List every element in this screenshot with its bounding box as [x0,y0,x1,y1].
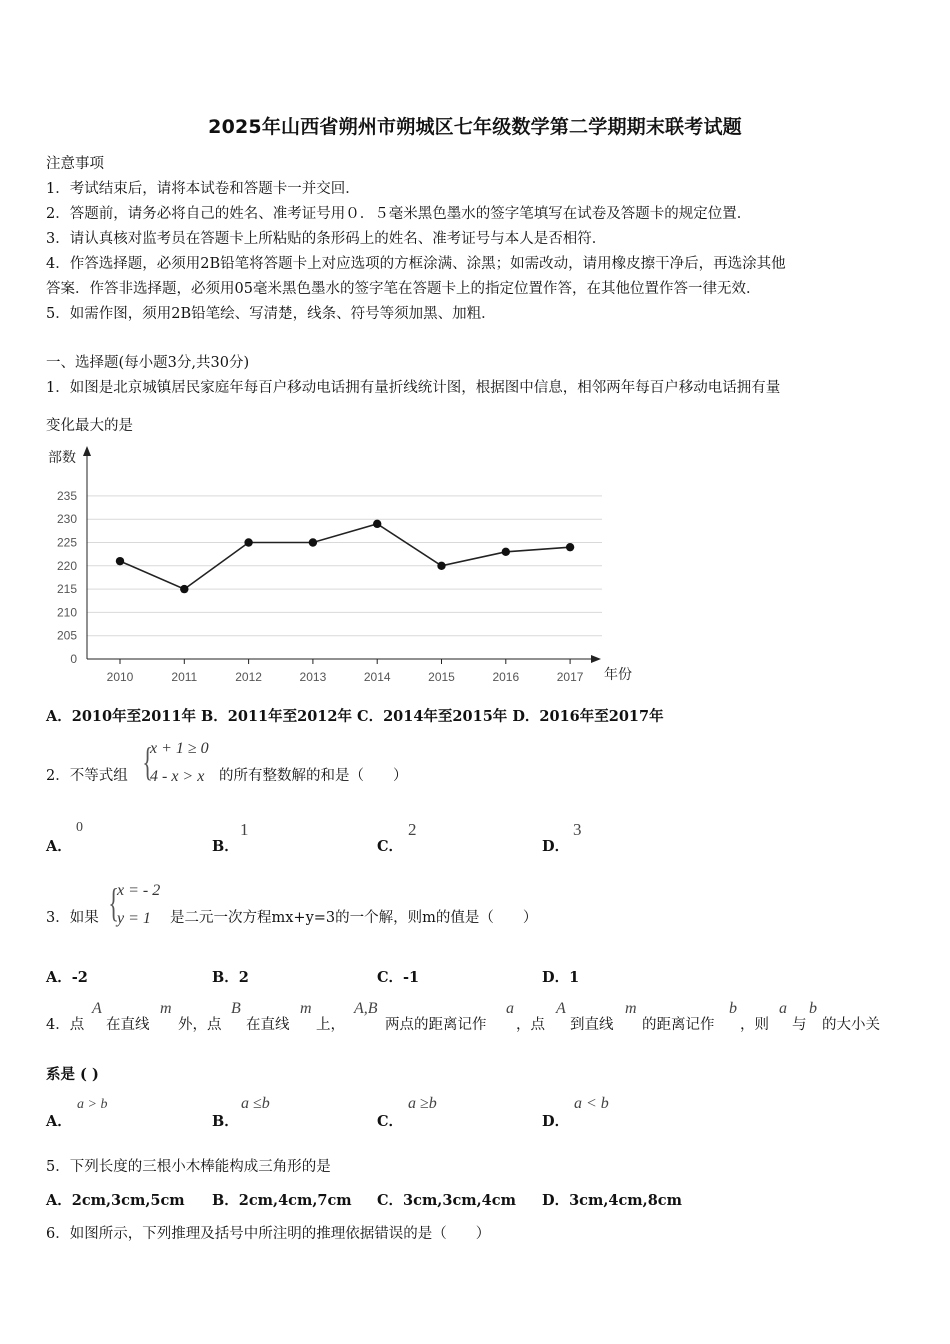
data-point [437,562,445,570]
chart-gridlines [87,496,602,636]
q4-line-m-2: m [300,1000,312,1017]
q2-option-b-label: B． [212,838,239,855]
x-tick-label: 2013 [299,670,327,684]
q4-text-9: 的距离记作 [642,1017,715,1033]
page-title: 2025年山西省朔州市朔城区七年级数学第二学期期末联考试题 [208,116,742,138]
q4-point-b: B [231,1000,241,1017]
y-tick-label: 235 [56,488,77,503]
y-tick-label: 205 [56,628,77,643]
q4-var-b-2: b [809,1000,817,1017]
q2-option-c-value: 2 [408,820,417,839]
q4-option-b-label: B． [212,1113,239,1130]
q5-option-a: A．2cm,3cm,5cm [46,1192,185,1209]
note-item-4-cont: 答案．作答非选择题，必须用05毫米黑色墨水的签字笔在答题卡上的指定位置作答，在其他位置作答一律无效． [46,281,761,297]
x-tick-label: 2014 [363,670,391,684]
q4-option-c-label: C． [377,1113,404,1130]
q1-options: A．2010年至2011年 B．2011年至2012年 C．2014年至2015年 D．2016年至2017年 [46,708,664,725]
q3-suffix: 是二元一次方程mx+y=3的一个解，则m的值是（ ） [170,910,538,926]
q4-text-line2: 系是 ( ) [46,1066,99,1083]
q4-text-7: ，点 [516,1017,545,1033]
chart-y-ticks [57,489,77,666]
q4-text-1: 4．点 [46,1017,85,1033]
section-heading: 一、选择题(每小题3分,共30分) [46,355,250,371]
q5-text: 5．下列长度的三根小木棒能构成三角形的是 [46,1159,331,1175]
x-tick-label: 2016 [492,670,520,684]
q2-prefix: 2．不等式组 [46,768,128,784]
q4-var-a: a [506,1000,514,1017]
q4-line-m-3: m [625,1000,637,1017]
q5-option-d: D．3cm,4cm,8cm [542,1192,682,1209]
q2-system-line1: x + 1 ≥ 0 [150,740,209,757]
notes-heading: 注意事项 [46,156,104,172]
y-axis-arrow [83,446,91,456]
q3-option-d: D．1 [542,969,580,986]
q2-brace: { [142,739,153,784]
q2-option-c-label: C． [377,838,404,855]
q4-option-d-label: D． [542,1113,570,1130]
data-point [566,543,574,551]
q4-text-12: 的大小关 [822,1017,880,1033]
q5-option-b: B．2cm,4cm,7cm [212,1192,352,1209]
x-axis-label: 年份 [604,666,632,682]
q5-option-c: C．3cm,3cm,4cm [377,1192,516,1209]
q4-points-ab: A,B [354,1000,378,1017]
q2-option-a-value: 0 [76,820,83,835]
q4-text-2: 在直线 [106,1017,150,1033]
q2-option-d-label: D． [542,838,570,855]
q4-option-a-label: A． [46,1113,72,1130]
q2-suffix: 的所有整数解的和是（ ） [219,768,408,784]
chart-x-ticks [107,659,584,684]
y-tick-label: 220 [56,558,77,573]
q3-option-a: A．-2 [46,969,88,986]
q4-line-m: m [160,1000,172,1017]
q4-text-3: 外，点 [178,1017,222,1033]
q4-point-a: A [92,1000,102,1017]
note-item-2: 2．答题前，请务必将自己的姓名、准考证号用０．５毫米黑色墨水的签字笔填写在试卷及答题卡的规定位置． [46,206,752,222]
y-tick-label: 230 [56,512,77,527]
q3-system-line2: y = 1 [117,910,151,927]
q2-option-b-value: 1 [240,820,249,839]
data-point [180,585,188,593]
x-tick-label: 2015 [428,670,455,684]
note-item-5: 5．如需作图，须用2B铅笔绘、写清楚，线条、符号等须加黑、加粗． [46,306,496,322]
q4-text-4: 在直线 [246,1017,290,1033]
x-axis-arrow [591,655,601,663]
y-tick-label: 225 [56,535,77,550]
q2-option-a-label: A． [46,838,72,855]
q2-option-d-value: 3 [573,820,582,839]
data-point [309,538,317,546]
q4-text-8: 到直线 [570,1017,614,1033]
q3-option-c: C．-1 [377,969,420,986]
note-item-3: 3．请认真核对监考员在答题卡上所粘贴的条形码上的姓名、准考证号与本人是否相符． [46,231,607,247]
series-points [116,520,575,594]
data-point [502,548,510,556]
note-item-1: 1．考试结束后，请将本试卷和答题卡一并交回． [46,181,360,197]
q3-option-b: B．2 [212,969,249,986]
q4-option-b-value: a ≤b [241,1095,270,1112]
x-tick-label: 2011 [171,670,198,684]
y-tick-label: 0 [70,652,77,666]
q4-point-a-2: A [556,1000,566,1017]
q3-brace: { [108,880,119,925]
q1-text-line2: 变化最大的是 [46,418,133,434]
q3-system-line1: x = - 2 [117,882,161,899]
q4-var-b: b [729,1000,737,1017]
q4-option-d-value: a < b [574,1095,609,1112]
q6-text: 6．如图所示，下列推理及括号中所注明的推理依据错误的是（ ） [46,1226,491,1242]
y-tick-label: 210 [56,605,77,620]
q4-var-a-2: a [779,1000,787,1017]
note-item-4: 4．作答选择题，必须用2B铅笔将答题卡上对应选项的方框涂满、涂黑；如需改动，请用橡皮擦干净后，再选涂其他 [46,256,786,272]
x-tick-label: 2010 [106,670,134,684]
q4-option-a-value: a > b [77,1097,108,1112]
q4-text-11: 与 [792,1017,807,1033]
q3-prefix: 3．如果 [46,910,99,926]
data-point [244,538,252,546]
q4-option-c-value: a ≥b [408,1095,437,1112]
q4-text-5: 上， [316,1017,345,1033]
data-point [116,557,124,565]
q4-text-6: 两点的距离记作 [385,1017,487,1033]
line-chart [40,440,650,695]
series-line [120,524,570,589]
x-tick-label: 2017 [556,670,584,684]
q1-text-line1: 1．如图是北京城镇居民家庭年每百户移动电话拥有量折线统计图，根据图中信息，相邻两年每百户移动电话拥有量 [46,380,781,396]
y-axis-label: 部数 [48,449,76,465]
data-point [373,520,381,528]
q4-text-10: ，则 [740,1017,769,1033]
q2-system-line2: 4 - x > x [150,768,205,785]
y-tick-label: 215 [56,582,77,597]
x-tick-label: 2012 [235,670,262,684]
